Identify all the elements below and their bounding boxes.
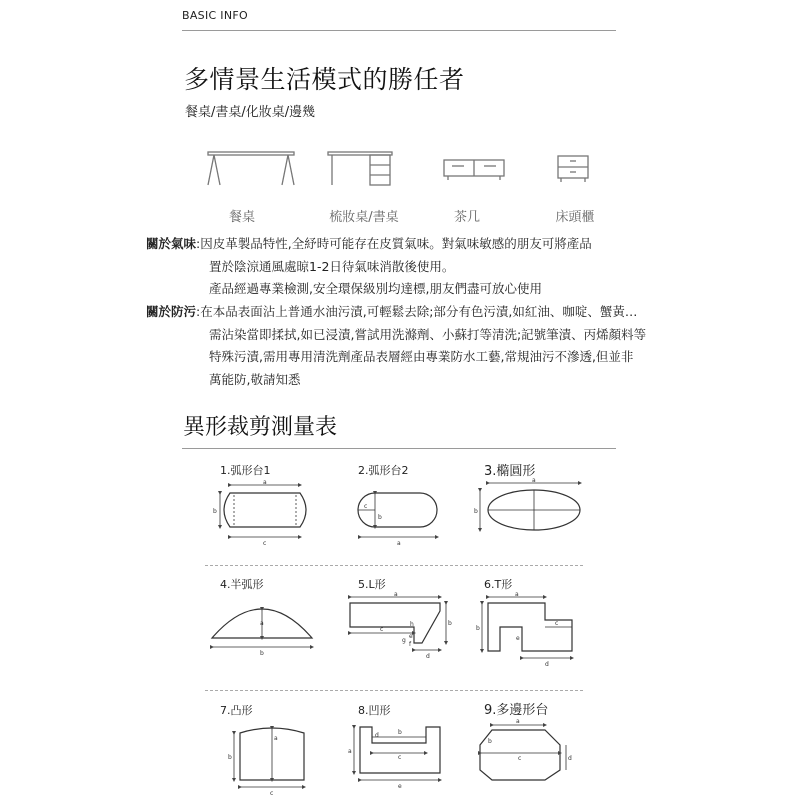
odor-heading: 關於氣味 bbox=[146, 236, 197, 251]
desk-icon bbox=[328, 152, 392, 185]
page-title: 多情景生活模式的勝任者 bbox=[184, 65, 465, 94]
header-divider bbox=[182, 30, 616, 31]
concave-letter-c: c bbox=[398, 754, 402, 761]
stain-line-1: :在本品表面沾上普通水油污漬,可輕鬆去除;部分有色污漬,如紅油、咖啶、蟹黃… bbox=[196, 304, 638, 319]
furniture-caption-coffee-table: 茶几 bbox=[453, 210, 480, 225]
shape-ellipse bbox=[480, 483, 580, 530]
shape-label-6: 6.T形 bbox=[484, 578, 513, 591]
concave-letter-e: e bbox=[398, 783, 402, 790]
furniture-caption-desk: 梳妝桌/書桌 bbox=[329, 210, 399, 225]
stain-line-2: 需沾染當即揉拭,如已浸漬,嘗試用洗滌劑、小蘇打等清洗;記號筆漬、丙烯顏料等 bbox=[209, 326, 647, 342]
l-letter-b: b bbox=[448, 620, 452, 627]
halfarc-letter-b: b bbox=[260, 650, 264, 657]
l-letter-h: h bbox=[410, 621, 414, 628]
shape-label-7: 7.凸形 bbox=[220, 704, 253, 717]
shape-arc-table-1 bbox=[220, 485, 306, 537]
shape-label-2: 2.弧形台2 bbox=[358, 464, 409, 477]
convex-letter-b: b bbox=[228, 754, 232, 761]
ellipse-letter-b: b bbox=[474, 508, 478, 515]
shape-label-8: 8.凹形 bbox=[358, 704, 391, 717]
measure-divider bbox=[182, 448, 616, 449]
l-letter-d: d bbox=[426, 653, 430, 660]
measure-title: 異形裁剪測量表 bbox=[183, 415, 338, 440]
shape-t bbox=[482, 597, 572, 658]
furniture-caption-dining: 餐桌 bbox=[228, 210, 255, 225]
basic-info-label: BASIC INFO bbox=[182, 9, 248, 22]
shape-label-3: 3.橢圓形 bbox=[484, 464, 536, 479]
ellipse-letter-a: a bbox=[532, 477, 536, 484]
concave-letter-b: b bbox=[398, 729, 402, 736]
odor-line-3: 產品經過專業檢測,安全環保級別均達標,朋友們盡可放心使用 bbox=[209, 281, 542, 296]
stain-line-3: 特殊污漬,需用專用清洗劑產品表層經由專業防水工藝,常規油污不滲透,但並非 bbox=[209, 349, 634, 364]
arc1-letter-c: c bbox=[263, 540, 267, 547]
convex-letter-a: a bbox=[274, 735, 278, 742]
t-letter-d: d bbox=[545, 661, 549, 668]
polygon-letter-b: b bbox=[488, 738, 492, 745]
polygon-letter-a: a bbox=[516, 718, 520, 725]
furniture-caption-nightstand: 床頭櫃 bbox=[555, 210, 595, 225]
l-letter-f: f bbox=[409, 641, 412, 648]
furniture-icons bbox=[200, 140, 620, 190]
shape-arc-table-2 bbox=[358, 493, 437, 537]
l-letter-e: e bbox=[409, 633, 413, 640]
shape-label-1: 1.弧形台1 bbox=[220, 464, 271, 477]
arc1-letter-b: b bbox=[213, 508, 217, 515]
polygon-letter-d: d bbox=[568, 755, 572, 762]
shape-label-4: 4.半弧形 bbox=[220, 578, 264, 591]
l-letter-a: a bbox=[394, 591, 398, 598]
shape-convex bbox=[234, 728, 304, 787]
t-letter-b: b bbox=[476, 625, 480, 632]
t-letter-e: e bbox=[516, 635, 520, 642]
l-letter-c: c bbox=[380, 626, 384, 633]
shape-diagrams bbox=[200, 475, 600, 800]
shape-l bbox=[350, 597, 446, 650]
odor-line-1: :因皮革製品特性,全紓時可能存在皮質氣味。對氣味敏感的朋友可將產品 bbox=[196, 236, 592, 251]
shape-label-5: 5.L形 bbox=[358, 578, 386, 591]
stain-section bbox=[146, 301, 766, 391]
nightstand-icon bbox=[558, 156, 588, 182]
t-letter-c: c bbox=[555, 620, 559, 627]
arc2-letter-c: c bbox=[364, 503, 368, 510]
odor-line-2: 置於陰涼通風處晾1-2日待氣味消散後使用。 bbox=[209, 258, 455, 274]
coffee-table-icon bbox=[444, 160, 504, 180]
shape-label-9: 9.多邊形台 bbox=[484, 703, 549, 718]
shape-concave bbox=[354, 727, 440, 780]
polygon-letter-c: c bbox=[518, 755, 522, 762]
convex-letter-c: c bbox=[270, 790, 274, 797]
shape-polygon bbox=[480, 725, 566, 780]
odor-section bbox=[146, 233, 766, 301]
page-subtitle: 餐桌/書桌/化妝桌/邊幾 bbox=[185, 105, 316, 120]
t-letter-a: a bbox=[515, 591, 519, 598]
arc1-letter-a: a bbox=[263, 479, 267, 486]
l-letter-g: g bbox=[402, 637, 406, 644]
shape-half-arc bbox=[212, 609, 312, 647]
dining-table-icon bbox=[208, 152, 294, 185]
arc2-letter-a: a bbox=[397, 540, 401, 547]
concave-letter-d: d bbox=[375, 732, 379, 739]
concave-letter-a: a bbox=[348, 748, 352, 755]
stain-heading: 關於防污 bbox=[146, 304, 197, 319]
arc2-letter-b: b bbox=[378, 514, 382, 521]
halfarc-letter-a: a bbox=[260, 620, 264, 627]
stain-line-4: 萬能防,敬請知悉 bbox=[209, 371, 301, 387]
